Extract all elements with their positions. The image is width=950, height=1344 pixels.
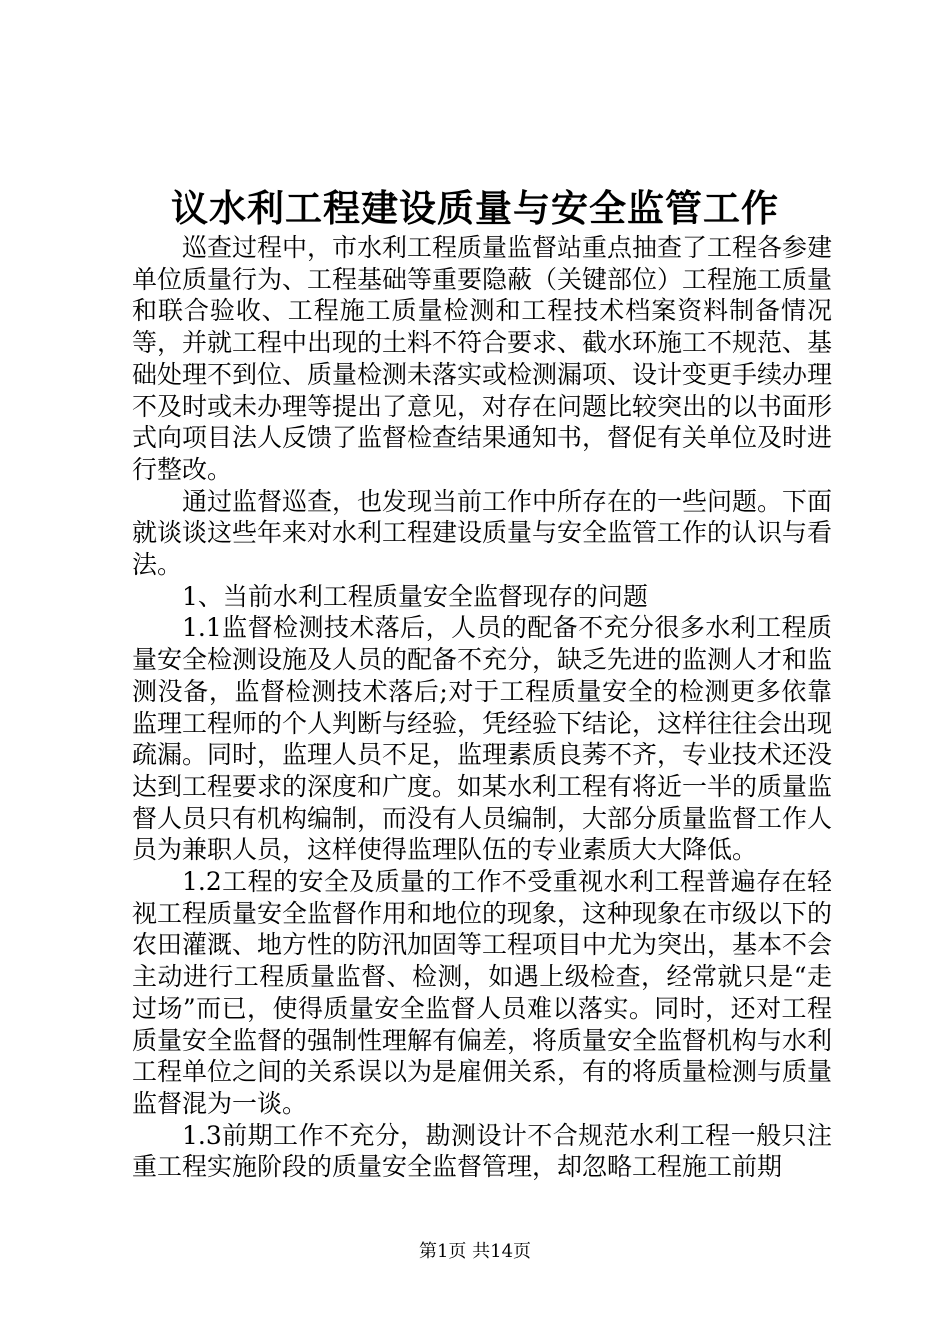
- paragraph: 1.2工程的安全及质量的工作不受重视水利工程普遍存在轻视工程质量安全监督作用和地位的现象，这种现象在市级以下的农田灌溉、地方性的防汛加固等工程项目中尤为突出，基本不会主动进行工程质量监督、检测，如遇上级检查，经常就只是“走过场”而已，使得质量安全监督人员难以落实。同时，还对工程质量安全监督的强制性理解有偏差，将质量安全监督机构与水利工程单位之间的关系误以为是雇佣关系，有的将质量检测与质量监督混为一谈。: [132, 867, 833, 1118]
- paragraph: 1.3前期工作不充分，勘测设计不合规范水利工程一般只注重工程实施阶段的质量安全监督管理，却忽略工程施工前期: [132, 1120, 832, 1182]
- paragraph: 巡查过程中，市水利工程质量监督站重点抽查了工程各参建单位质量行为、工程基础等重要隐蔽（关键部位）工程施工质量和联合验收、工程施工质量检测和工程技术档案资料制备情况等，并就工程中出现的土料不符合要求、截水环施工不规范、基础处理不到位、质量检测未落实或检测漏项、设计变更手续办理不及时或未办理等提出了意见，对存在问题比较突出的以书面形式向项目法人反馈了监督检查结果通知书，督促有关单位及时进行整改。: [132, 233, 833, 484]
- section-heading: 1、当前水利工程质量安全监督现存的问题: [182, 581, 648, 611]
- page-footer: 第1页 共14页: [418, 1241, 532, 1262]
- paragraph: 通过监督巡查，也发现当前工作中所存在的一些问题。下面就谈谈这些年来对水利工程建设质量与安全监管工作的认识与看法。: [132, 486, 833, 580]
- document-title: 议水利工程建设质量与安全监管工作: [171, 186, 779, 230]
- document-body: [132, 232, 832, 1183]
- paragraph: 1.1监督检测技术落后，人员的配备不充分很多水利工程质量安全检测设施及人员的配备不充分，缺乏先进的监测人才和监测没备，监督检测技术落后;对于工程质量安全的检测更多依靠监理工程师的个人判断与经验，凭经验下结论，这样往往会出现疏漏。同时，监理人员不足，监理素质良莠不齐，专业技术还没达到工程要求的深度和广度。如某水利工程有将近一半的质量监督人员只有机构编制，而没有人员编制，大部分质量监督工作人员为兼职人员，这样使得监理队伍的专业素质大大降低。: [132, 613, 833, 865]
